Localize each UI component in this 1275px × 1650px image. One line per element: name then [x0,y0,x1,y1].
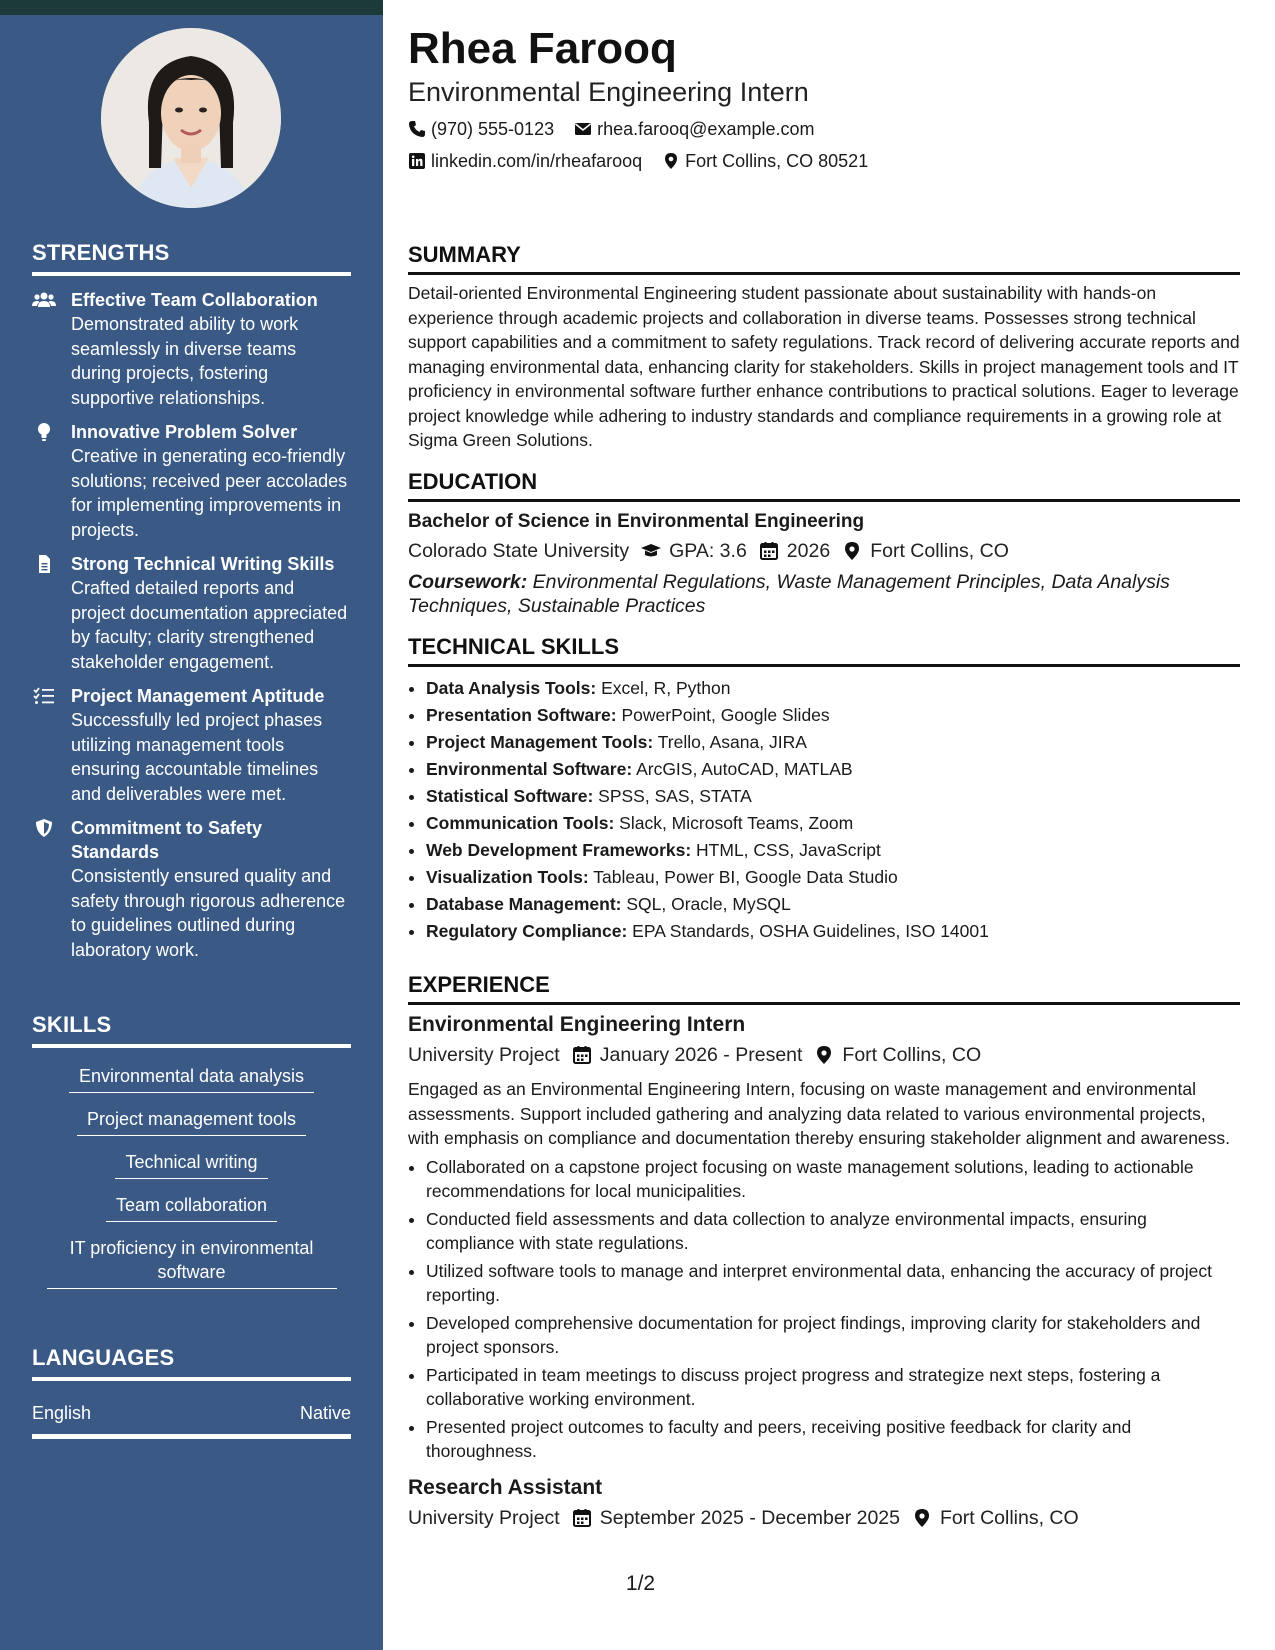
strength-title: Project Management Aptitude [71,686,325,706]
technical-skills-section [408,634,1240,945]
skill-label: Statistical Software: [426,786,594,806]
strength-desc: Demonstrated ability to work seamlessly in diverse teams during projects, fostering supportive relationships. [71,314,299,408]
location-pin-icon [662,152,680,170]
strength-item [32,684,351,806]
skill-label: Database Management: [426,894,622,914]
list-item [426,702,1240,729]
strength-item [32,288,351,410]
job-meta [396,1042,1240,1068]
skill-value: PowerPoint, Google Slides [621,705,830,725]
skill-label: Presentation Software: [426,705,617,725]
education-section [408,469,1240,618]
list-item: • Participated in team meetings to discuss project progress and strategize next steps, fostering a collaborative working environment. [426,1363,1240,1412]
document-icon [32,554,56,574]
job-dates: September 2025 - December 2025 [599,1506,900,1529]
phone-icon [408,120,426,138]
headline: Environmental Engineering Intern [408,77,809,107]
graduation-year: 2026 [786,540,831,562]
avatar [101,28,281,208]
strength-item [32,420,351,542]
skill-tag: Technical writing [115,1150,267,1179]
list-item: • Developed comprehensive documentation for project findings, improving clarity for stakeholders and project sponsors. [426,1311,1240,1360]
graduation-cap-icon [641,541,661,561]
experience-heading: EXPERIENCE [408,972,1240,1005]
strengths-section [32,240,351,962]
job-bullets [408,1155,1240,1464]
main-content [408,22,1240,1529]
languages-heading: LANGUAGES [32,1345,351,1381]
strength-title: Effective Team Collaboration [71,290,318,310]
strength-desc: Successfully led project phases utilizing management tools ensuring accountable timelines and deliverables were met. [71,710,323,804]
summary-section [408,242,1240,453]
skill-label: Data Analysis Tools: [426,678,597,698]
page-number-text: 1/2 [625,1572,656,1595]
skill-value: SPSS, SAS, STATA [598,786,752,806]
language-name: English [32,1403,92,1423]
strength-desc: Crafted detailed reports and project documentation appreciated by faculty; clarity strengthened stakeholder engagement. [71,578,348,672]
location-pin-icon [912,1508,932,1528]
list-item [426,918,1240,945]
job-meta [396,1505,1240,1531]
tasks-icon [32,686,56,706]
sidebar-top-band [0,0,383,15]
strength-desc: Creative in generating eco-friendly solutions; received peer accolades for implementing improvements in projects. [71,446,348,540]
list-item [426,837,1240,864]
skill-tag: Project management tools [77,1107,306,1136]
list-item [426,864,1240,891]
skill-value: HTML, CSS, JavaScript [696,840,881,860]
list-item: • Utilized software tools to manage and interpret environmental data, enhancing the accuracy of project reporting. [426,1259,1240,1308]
skill-label: Web Development Frameworks: [426,840,692,860]
experience-section [408,972,1240,1531]
skill-tag: Team collaboration [106,1193,277,1222]
job-dates: January 2026 - Present [599,1044,803,1066]
skill-value: SQL, Oracle, MySQL [626,894,791,914]
strength-title: Commitment to Safety Standards [71,818,263,862]
linkedin-link[interactable]: linkedin.com/in/rheafarooq [431,151,643,171]
job-title: Research Assistant [408,1475,603,1499]
skill-value: ArcGIS, AutoCAD, MATLAB [636,759,853,779]
calendar-icon [572,1508,592,1528]
strength-title: Innovative Problem Solver [71,422,298,442]
list-item: • Collaborated on a capstone project focusing on waste management solutions, leading to actionable recommendations for local municipalities. [426,1155,1240,1204]
job-title: Environmental Engineering Intern [408,1013,746,1036]
education-meta [408,538,1240,564]
skill-label: Visualization Tools: [426,867,589,887]
skill-label: Regulatory Compliance: [426,921,628,941]
envelope-icon [574,120,592,138]
coursework-list: Environmental Regulations, Waste Management Principles, Data Analysis Techniques, Sustainable Practices [408,571,1170,617]
education-heading: EDUCATION [408,469,1240,502]
skill-value: Slack, Microsoft Teams, Zoom [619,813,854,833]
skills-section [32,1012,351,1289]
lightbulb-icon [32,422,56,442]
skill-label: Environmental Software: [426,759,633,779]
calendar-icon [572,1045,592,1065]
list-item [426,675,1240,702]
coursework-label: Coursework: [408,571,528,593]
sidebar [0,0,383,1650]
list-item [426,756,1240,783]
skill-value: Tableau, Power BI, Google Data Studio [593,867,898,887]
skill-value: EPA Standards, OSHA Guidelines, ISO 14001 [632,921,989,941]
candidate-name: Rhea Farooq [408,24,677,73]
language-level: Native [299,1403,351,1423]
technical-skills-list [408,675,1240,945]
location-text: Fort Collins, CO 80521 [685,151,869,171]
list-item [426,810,1240,837]
job-org: University Project [408,1044,560,1066]
job-location: Fort Collins, CO [939,1506,1079,1529]
skill-tag: Environmental data analysis [69,1064,314,1093]
shield-icon [32,818,56,838]
email-link[interactable]: rhea.farooq@example.com [597,119,815,139]
strength-item [32,816,351,962]
summary-heading: SUMMARY [408,242,1240,275]
phone-text[interactable]: (970) 555-0123 [431,119,555,139]
list-item [426,729,1240,756]
languages-section [32,1345,351,1439]
contact-line [408,118,1240,140]
list-item: • Presented project outcomes to faculty and peers, receiving positive feedback for clarity and thoroughness. [426,1415,1240,1464]
strengths-heading: STRENGTHS [32,240,351,276]
skill-value: Trello, Asana, JIRA [657,732,807,752]
summary-text: Detail-oriented Environmental Engineering student passionate about sustainability with hands-on experience through academic projects and collaboration in diverse teams. Possesses strong technical support capabilities and a commitment to safety regulations. Track record of delivering accurate reports and managing environmental data, enhancing clarity for stakeholders. Skills in project management tools and IT proficiency in environmental software further enhance contributions to practical solutions. Eager to leverage project knowledge while adhering to industry standards and compliance requirements in a growing role at Sigma Green Solutions. [408,283,1240,450]
skill-label: Project Management Tools: [426,732,654,752]
job-org: University Project [408,1506,560,1529]
school-name: Colorado State University [408,540,630,562]
technical-skills-heading: TECHNICAL SKILLS [408,634,1240,667]
list-item: • Conducted field assessments and data collection to analyze environmental impacts, ensuring compliance with state regulations. [426,1207,1240,1256]
job-location: Fort Collins, CO [842,1044,982,1066]
list-item [426,891,1240,918]
skill-value: Excel, R, Python [601,678,731,698]
location-pin-icon [814,1045,834,1065]
page-number [0,1572,1275,1596]
calendar-icon [759,541,779,561]
school-location: Fort Collins, CO [870,540,1009,562]
list-item [426,783,1240,810]
skill-tag: IT proficiency in environmental software [47,1236,337,1289]
language-row [32,1403,351,1439]
skills-heading: SKILLS [32,1012,351,1048]
coursework [408,570,1240,618]
strength-item [32,552,351,674]
skill-label: Communication Tools: [426,813,615,833]
location-pin-icon [842,541,862,561]
linkedin-icon [408,152,426,170]
strength-desc: Consistently ensured quality and safety through rigorous adherence to guidelines outlined during laboratory work. [71,866,346,960]
strength-title: Strong Technical Writing Skills [71,554,335,574]
users-icon [32,290,56,310]
contact-line [408,150,1240,172]
gpa: GPA: 3.6 [669,540,747,562]
job-summary: Engaged as an Environmental Engineering Intern, focusing on waste management and environmental assessments. Support included gathering and analyzing data related to various environmental projects, with emphasis on compliance and documentation thereby ensuring stakeholder alignment and awareness. [408,1079,1231,1148]
degree-title: Bachelor of Science in Environmental Engineering [408,511,865,532]
